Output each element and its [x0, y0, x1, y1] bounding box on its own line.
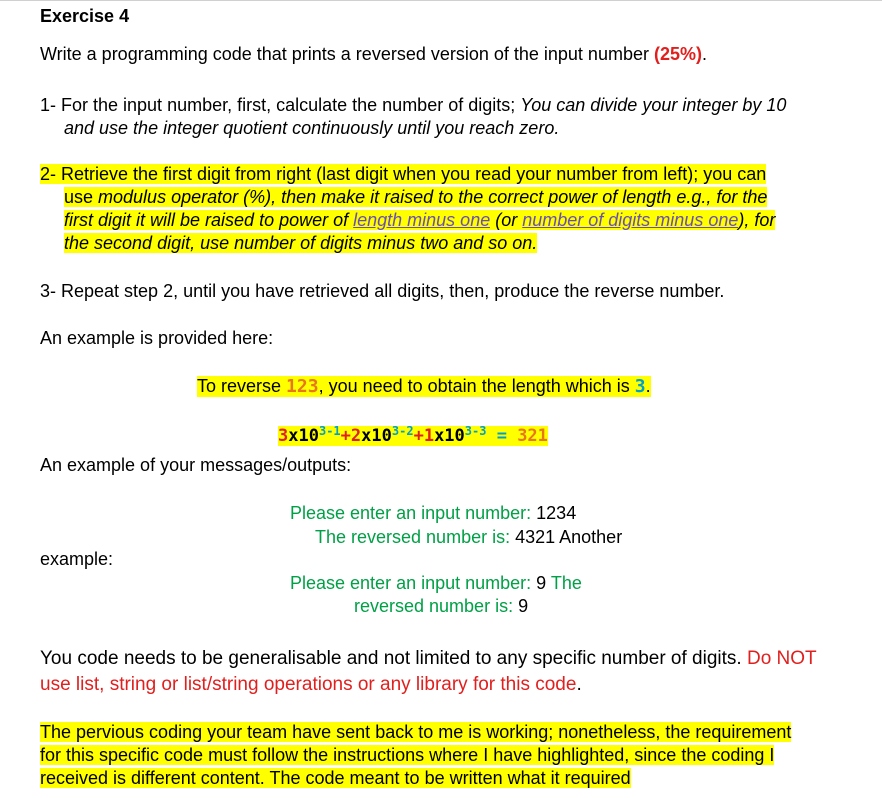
general-end: . [576, 674, 582, 695]
example-word: example: [40, 549, 114, 569]
output2-prompt-line [290, 573, 582, 594]
example-end: . [645, 376, 651, 396]
step2-use: use [64, 187, 99, 207]
general-warning-start: Do NOT [746, 648, 817, 669]
formula-plus-1: + [340, 426, 351, 446]
output1-label: The reversed number is: [315, 527, 516, 547]
formula-exp-2: 3-2 [391, 424, 414, 438]
output1-prompt-line [290, 503, 576, 524]
intro-paragraph [40, 44, 707, 65]
general-text: You code needs to be generalisable and not limited to any specific number of digits. [40, 648, 747, 669]
step2-line4 [64, 233, 537, 254]
formula-equals: = [486, 426, 518, 446]
note-text-2: for this specific code must follow the instructions where I have highlighted, since the coding I [40, 745, 775, 765]
output1-value: 4321 Another [515, 527, 623, 547]
step2-modulus: modulus operator (%), then make it raised to the correct power of length e.g., for the [98, 187, 768, 207]
formula-exp-1: 3-1 [318, 424, 341, 438]
step1-line1 [40, 95, 786, 116]
step2-power: first digit it will be raised to power of [64, 210, 354, 230]
step2-text: 2- Retrieve the first digit from right (last digit when you read your number from left); you can [40, 164, 767, 184]
general-line1 [40, 648, 817, 670]
intro-end: . [701, 44, 707, 64]
output2-label-start: The [550, 573, 582, 593]
note-text-3: received is different content. The code meant to be written what it required [40, 768, 631, 788]
formula-result: 321 [517, 426, 548, 446]
formula-exp-3: 3-3 [464, 424, 487, 438]
example-text: To reverse [197, 376, 287, 396]
formula-base-1: x10 [288, 426, 319, 446]
length-minus-one-link[interactable]: length minus one [353, 210, 491, 230]
digits-minus-one-link[interactable]: number of digits minus one [522, 210, 739, 230]
example-length: 3 [634, 376, 646, 397]
exercise-title: Exercise 4 [40, 6, 130, 26]
step1-text: 1- For the input number, first, calculate the number of digits; [40, 95, 521, 115]
example-box [197, 376, 651, 397]
step2-second-digit: the second digit, use number of digits minus two and so on. [64, 233, 538, 253]
step3: 3- Repeat step 2, until you have retrieved all digits, then, produce the reverse number. [40, 281, 725, 301]
step2-line3 [64, 210, 775, 231]
note-text-1: The pervious coding your team have sent back to me is working; nonetheless, the requirement [40, 722, 792, 742]
formula-digit-2: 2 [350, 426, 362, 446]
note-line1 [40, 722, 791, 743]
step1-line2: and use the integer quotient continuously until you reach zero. [64, 118, 560, 138]
output2-label: reversed number is: [354, 596, 519, 616]
intro-text: Write a programming code that prints a reversed version of the input number [40, 44, 654, 64]
note-line2 [40, 745, 774, 766]
output1-input: 1234 [536, 503, 577, 523]
top-divider [0, 0, 882, 1]
example-number: 123 [286, 376, 319, 397]
step2-or: (or [490, 210, 523, 230]
output2-input: 9 [536, 573, 551, 593]
formula [278, 426, 548, 446]
intro-weight: (25%) [653, 44, 702, 64]
output2-value: 9 [518, 596, 529, 616]
example-intro: An example is provided here: [40, 328, 274, 348]
general-line2 [40, 674, 582, 696]
output1-prompt: Please enter an input number: [290, 503, 537, 523]
formula-plus-2: + [413, 426, 424, 446]
output1-result-line [315, 527, 622, 548]
messages-intro: An example of your messages/outputs: [40, 455, 352, 475]
step2-line1 [40, 164, 766, 185]
example-length-text: , you need to obtain the length which is [318, 376, 635, 396]
output2-prompt: Please enter an input number: [290, 573, 537, 593]
formula-digit-1: 3 [278, 426, 289, 446]
general-warning: use list, string or list/string operations or any library for this code [40, 674, 577, 695]
step2-for: ), for [738, 210, 776, 230]
output2-result-line [354, 596, 528, 617]
step2-line2 [64, 187, 767, 208]
note-line3 [40, 768, 631, 789]
formula-base-2: x10 [361, 426, 392, 446]
formula-digit-3: 1 [423, 426, 435, 446]
formula-base-3: x10 [434, 426, 465, 446]
step1-italic: You can divide your integer by 10 [520, 95, 787, 115]
